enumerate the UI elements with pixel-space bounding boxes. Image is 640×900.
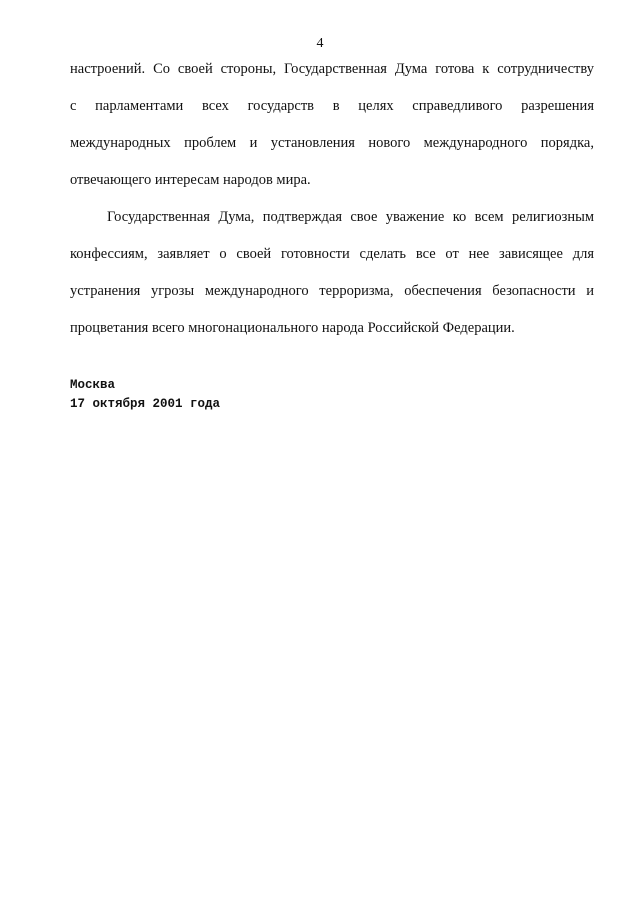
- page-number: 4: [316, 36, 324, 51]
- paragraph-line: процветания всего многонационального народа Российской Федерации.: [70, 320, 515, 336]
- paragraph-line: устранения угрозы международного терроризма, обеспечения безопасности и: [70, 283, 594, 299]
- paragraph-line: отвечающего интересам народов мира.: [70, 172, 311, 188]
- paragraph-line: Государственная Дума, подтверждая свое уважение ко всем религиозным: [107, 209, 594, 225]
- paragraph-line: настроений. Со своей стороны, Государственная Дума готова к сотрудничеству: [70, 61, 594, 77]
- signature-city: Москва: [70, 378, 116, 392]
- paragraph-line: международных проблем и установления нового международного порядка,: [70, 135, 594, 151]
- signature-date: 17 октября 2001 года: [70, 397, 221, 411]
- paragraph-line: конфессиям, заявляет о своей готовности сделать все от нее зависящее для: [70, 246, 594, 262]
- paragraph-line: с парламентами всех государств в целях справедливого разрешения: [70, 98, 594, 114]
